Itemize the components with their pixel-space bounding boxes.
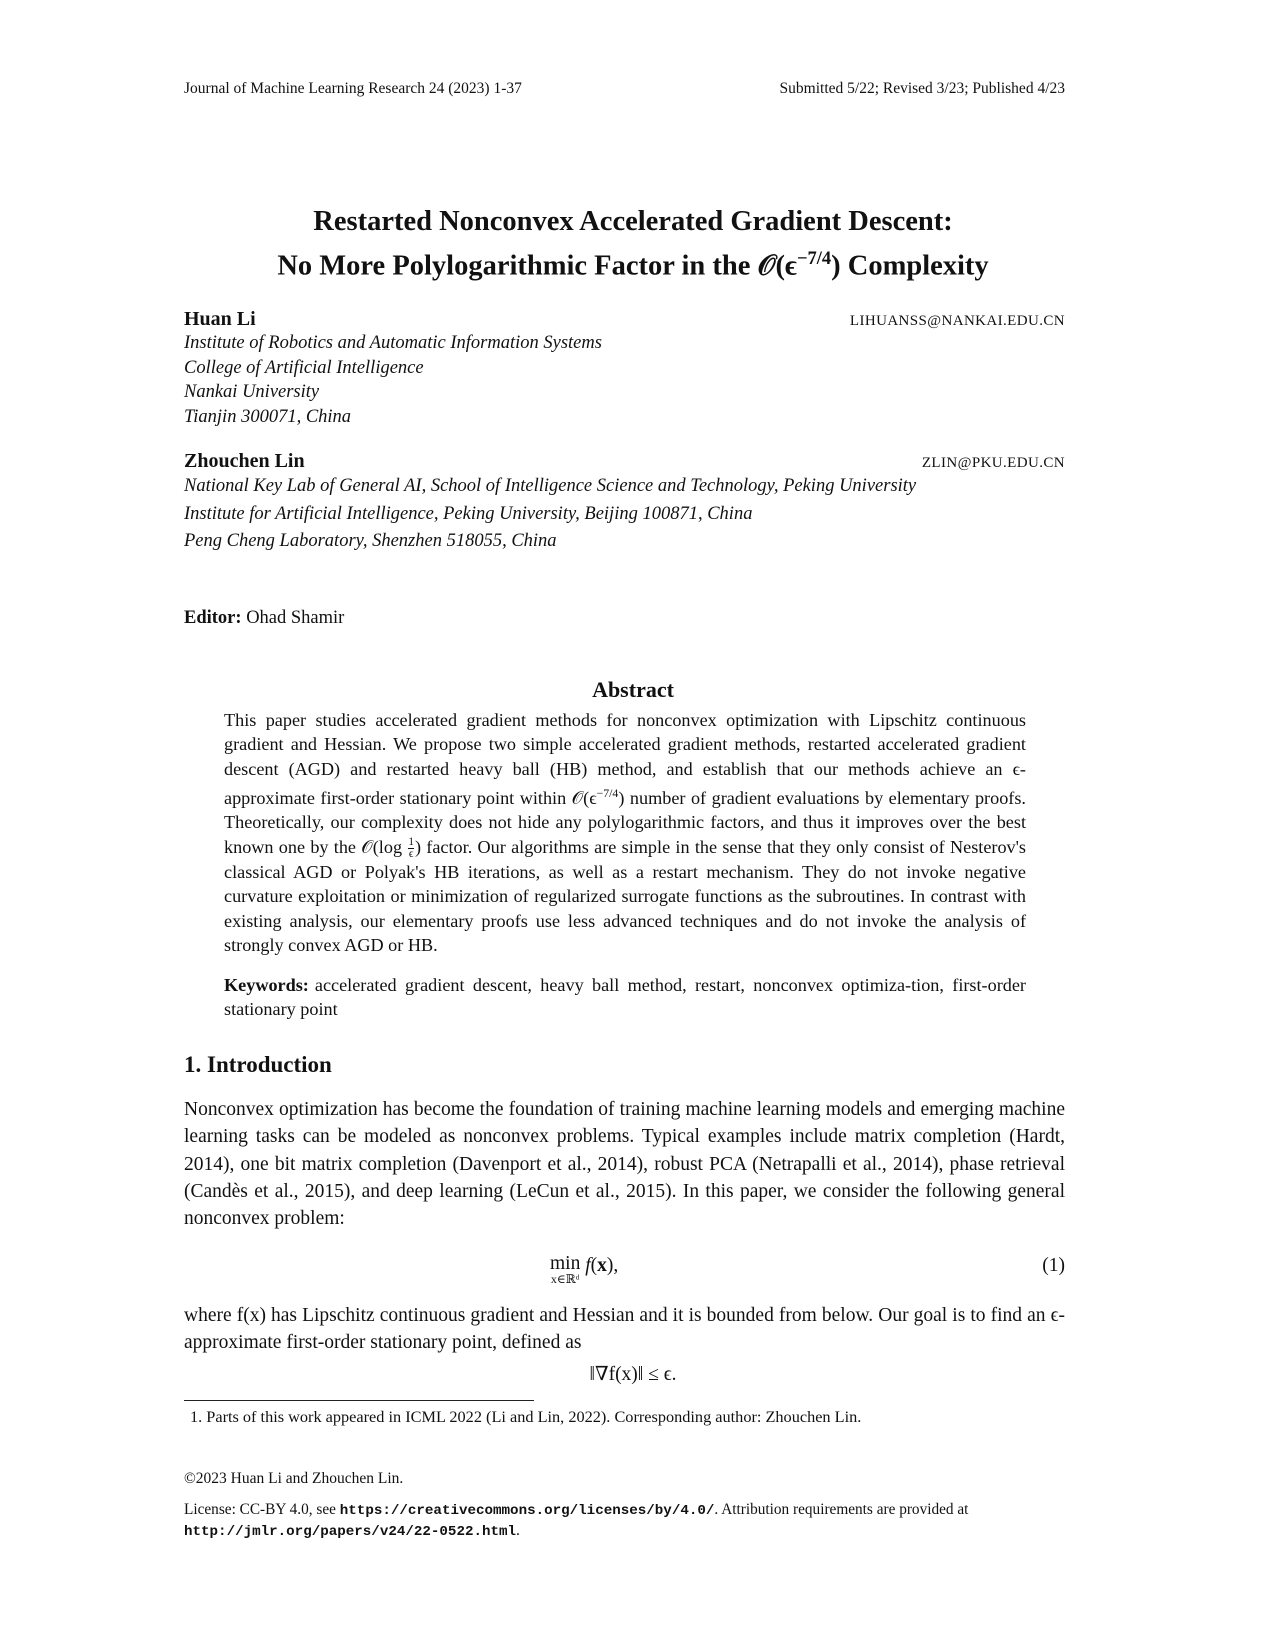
affiliation-line: Institute for Artificial Intelligence, Peking University, Beijing 100871, China bbox=[184, 503, 753, 524]
equation-subscript: x∈ℝᵈ bbox=[550, 1272, 580, 1286]
affiliation-line: Nankai University bbox=[184, 382, 320, 402]
affiliation-line: National Key Lab of General AI, School of Intelligence Science and Technology, Peking University bbox=[184, 476, 917, 496]
intro-paragraph-2: where f(x) has Lipschitz continuous gradient and Hessian and it is bounded from below. Our goal is to find an ϵ-approximate first-order stationary point, defined as bbox=[184, 1305, 1065, 1354]
keywords-list: accelerated gradient descent, heavy ball method, restart, nonconvex optimiza-tion, first-order stationary point bbox=[224, 975, 1026, 1020]
page-header bbox=[184, 80, 1065, 98]
license-link[interactable]: https://creativecommons.org/licenses/by/4.0/ bbox=[339, 1503, 715, 1519]
editor-name: Ohad Shamir bbox=[246, 608, 345, 628]
affiliation-line: Institute of Robotics and Automatic Information Systems bbox=[184, 333, 602, 353]
fraction: $\frac{1}{\epsilon}$ bbox=[408, 835, 414, 860]
abstract-body: This paper studies accelerated gradient methods for nonconvex optimization with Lipschitz continuous gradient and Hessian. We propose two simple accelerated gradient methods, restarted accelerated gradient descent (AGD) and restarted heavy ball (HB) method, and establish that our methods achieve an ϵ-approximate first-order stationary point within $𝒪(\epsilon^{-7/4})$ number of gradient evaluations by elementary proofs. Theoretically, our complexity does not hide any polylogarithmic factors, and thus it improves over the best known one by the 𝒪(log $\frac{1}{\epsilon}$ ) factor. Our algorithms are simple in the sense that they only consist of Nesterov's classical AGD or Polyak's HB iterations, as well as a restart mechanism. They do not invoke negative curvature exploitation or minimization of regularized surrogate functions as the subroutines. In contrast with existing analysis, our elementary proofs use less advanced techniques and do not invoke the analysis of strongly convex AGD or HB. bbox=[224, 710, 1026, 956]
abstract-heading: Abstract bbox=[592, 677, 674, 702]
author-name: Huan Li bbox=[184, 308, 256, 330]
intro-paragraph-1: Nonconvex optimization has become the foundation of training machine learning models and emerging machine learning tasks can be modeled as nonconvex problems. Typical examples include matrix completion (Hardt, 2014), one bit matrix completion (Davenport et al., 2014), robust PCA (Netrapalli et al., 2014), phase retrieval (Candès et al., 2015), and deep learning (LeCun et al., 2015). In this paper, we consider the following general nonconvex problem: bbox=[184, 1099, 1065, 1230]
author-email: ZLIN@PKU.EDU.CN bbox=[921, 455, 1065, 471]
title-line-2: No More Polylogarithmic Factor in the $𝒪(\epsilon^{-7/4})$ Complexity bbox=[277, 248, 989, 282]
footnote: 1. Parts of this work appeared in ICML 2022 (Li and Lin, 2022). Corresponding author: Zhouchen Lin. bbox=[190, 1407, 862, 1426]
footnote-rule bbox=[184, 1400, 534, 1401]
author-block-1 bbox=[184, 308, 1065, 429]
submission-dates: Submitted 5/22; Revised 3/23; Published 4/23 bbox=[779, 80, 1065, 97]
section-title: 1. Introduction bbox=[184, 1052, 332, 1077]
copyright: ©2023 Huan Li and Zhouchen Lin. bbox=[184, 1470, 404, 1487]
author-name: Zhouchen Lin bbox=[184, 450, 305, 472]
title-line-1: Restarted Nonconvex Accelerated Gradient Descent: bbox=[313, 206, 953, 237]
author-block-2 bbox=[184, 450, 1065, 556]
editor-label: Editor: bbox=[184, 608, 242, 628]
affiliation-line: College of Artificial Intelligence bbox=[184, 357, 424, 378]
paper-link[interactable]: http://jmlr.org/papers/v24/22-0522.html bbox=[184, 1524, 517, 1540]
equation-1: min x∈ℝᵈ f(x), bbox=[550, 1253, 619, 1286]
affiliation-line: Peng Cheng Laboratory, Shenzhen 518055, China bbox=[184, 531, 557, 551]
license-text: License: CC-BY 4.0, see https://creativecommons.org/licenses/by/4.0/. Attribution requirements are provided at http://jmlr.org/papers/v24/22-0522.html. bbox=[184, 1501, 969, 1540]
author-email: LIHUANSS@NANKAI.EDU.CN bbox=[849, 313, 1065, 329]
editor-line bbox=[184, 608, 344, 629]
journal-citation: Journal of Machine Learning Research 24 (2023) 1-37 bbox=[184, 80, 522, 97]
keywords bbox=[224, 973, 1026, 1022]
keywords-label: Keywords: bbox=[224, 975, 309, 995]
paper-title bbox=[0, 203, 1266, 285]
equation-number: (1) bbox=[1042, 1255, 1065, 1276]
equation-2: ‖∇f(x)‖ ≤ ϵ. bbox=[589, 1364, 677, 1385]
affiliation-line: Tianjin 300071, China bbox=[184, 406, 352, 427]
